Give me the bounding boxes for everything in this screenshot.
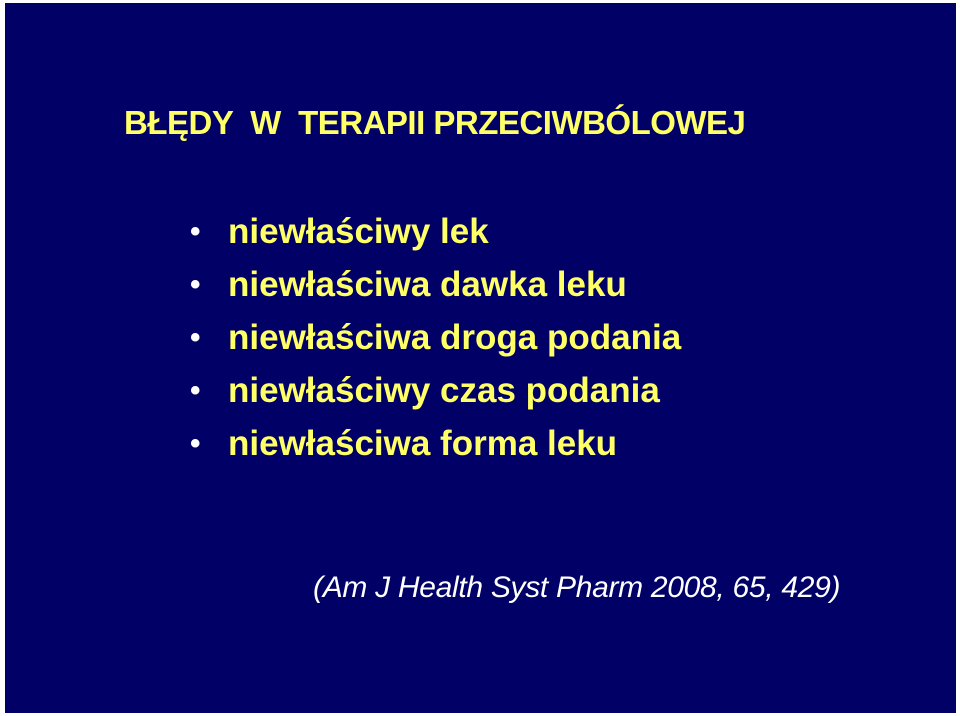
slide: [5, 3, 956, 713]
bullet-icon: •: [190, 427, 201, 460]
bullet-text: niewłaściwy lek: [228, 212, 489, 251]
bullet-icon: •: [190, 321, 201, 354]
bullet-text: niewłaściwa dawka leku: [228, 265, 627, 304]
bullet-text: niewłaściwa droga podania: [228, 318, 682, 357]
bullet-icon: •: [190, 268, 201, 301]
citation: (Am J Health Syst Pharm 2008, 65, 429): [313, 571, 841, 604]
bullet-icon: •: [190, 215, 201, 248]
bullet-text: niewłaściwy czas podania: [228, 371, 660, 410]
bullet-icon: •: [190, 374, 201, 407]
slide-title: BŁĘDY W TERAPII PRZECIWBÓLOWEJ: [124, 104, 746, 141]
bullet-text: niewłaściwa forma leku: [228, 424, 618, 463]
